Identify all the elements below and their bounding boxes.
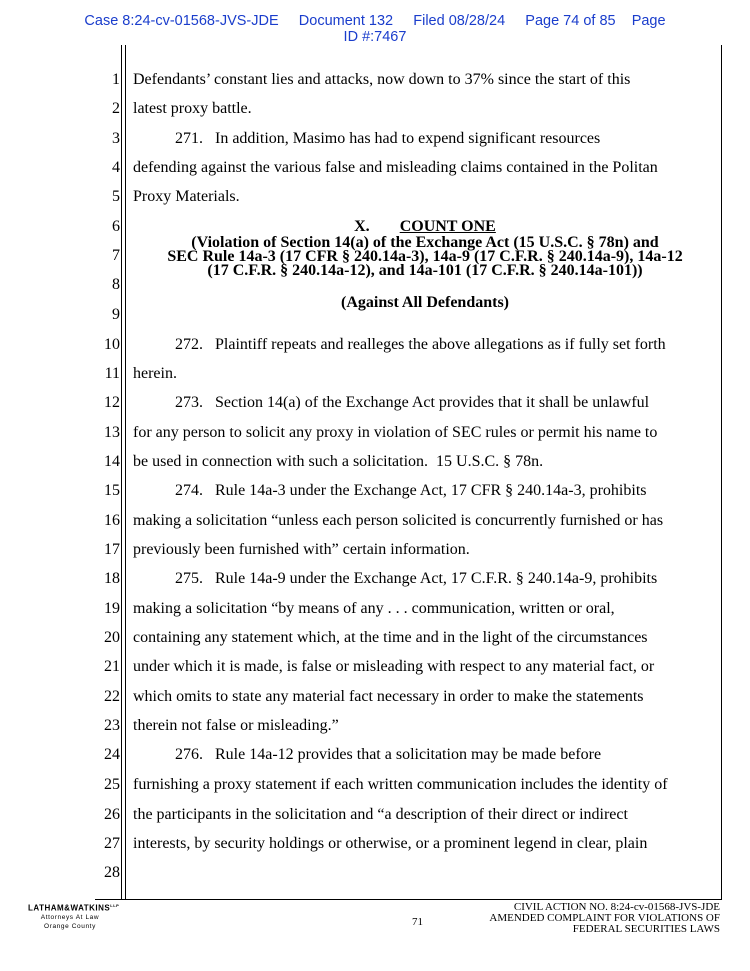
body-line: previously been furnished with” certain information. (133, 541, 470, 558)
body-line: herein. (133, 365, 177, 382)
firm-subtitle: Attorneys At Law (40, 913, 100, 921)
line-number: 9 (112, 306, 120, 323)
section-number: X. (354, 218, 370, 235)
line-number: 4 (112, 159, 120, 176)
line-number: 23 (104, 717, 120, 734)
ecf-header (0, 13, 750, 45)
body-line: Defendants’ constant lies and attacks, now down to 37% since the start of this (133, 71, 631, 88)
line-number: 10 (104, 336, 120, 353)
count-subheading (130, 236, 720, 278)
line-number: 21 (104, 658, 120, 675)
margin-rule-left-inner (125, 45, 126, 899)
page-number: 71 (412, 916, 423, 928)
line-number: 15 (104, 482, 120, 499)
margin-rule-right (721, 45, 722, 899)
firm-logo (28, 903, 120, 931)
line-number: 28 (104, 864, 120, 881)
body-line: interests, by security holdings or otherwise, or a prominent legend in clear, plain (133, 835, 648, 852)
line-number: 22 (104, 688, 120, 705)
body-line: be used in connection with such a solicitation. 15 U.S.C. § 78n. (133, 453, 544, 470)
line-number: 27 (104, 835, 120, 852)
paragraph-271-start: 271. In addition, Masimo has had to expend significant resources (175, 130, 601, 147)
line-number: 12 (104, 394, 120, 411)
body-line: therein not false or misleading.” (133, 717, 339, 734)
caption-line: FEDERAL SECURITIES LAWS (572, 923, 720, 935)
count-subheading-line: (17 C.F.R. § 240.14a-12), and 14a-101 (17 C.F.R. § 240.14a-101)) (207, 262, 643, 279)
line-number: 3 (112, 130, 120, 147)
line-number: 16 (104, 512, 120, 529)
paragraph-276-start: 276. Rule 14a-12 provides that a solicitation may be made before (175, 746, 602, 763)
body-line: the participants in the solicitation and “a description of their direct or indirect (133, 806, 628, 823)
line-number: 11 (104, 365, 120, 382)
against-defendants-heading: (Against All Defendants) (340, 294, 509, 311)
line-number: 18 (104, 570, 120, 587)
line-number: 5 (112, 188, 120, 205)
count-subheading-line: (Violation of Section 14(a) of the Exchange Act (15 U.S.C. § 78n) and (191, 234, 659, 251)
body-line: defending against the various false and misleading claims contained in the Politan (133, 159, 658, 176)
ecf-header-line1: Case 8:24-cv-01568-JVS-JDE Document 132 Filed 08/28/24 Page 74 of 85 Page (84, 13, 666, 29)
paragraph-273-start: 273. Section 14(a) of the Exchange Act provides that it shall be unlawful (175, 394, 650, 411)
footer-rule (95, 899, 722, 900)
body-line: Proxy Materials. (133, 188, 240, 205)
paragraph-275-start: 275. Rule 14a-9 under the Exchange Act, 17 C.F.R. § 240.14a-9, prohibits (175, 570, 658, 587)
case-caption (489, 902, 720, 935)
firm-location: Orange County (44, 922, 96, 930)
line-number: 1 (112, 71, 120, 88)
firm-mark: LLP (110, 903, 120, 908)
body-line: furnishing a proxy statement if each written communication includes the identity of (133, 776, 668, 793)
caption-line: AMENDED COMPLAINT FOR VIOLATIONS OF (489, 912, 720, 924)
paragraph-272-start: 272. Plaintiff repeats and realleges the above allegations as if fully set forth (175, 336, 666, 353)
body-line: for any person to solicit any proxy in violation of SEC rules or permit his name to (133, 424, 658, 441)
line-number: 6 (112, 218, 120, 235)
line-number: 14 (104, 453, 120, 470)
line-number: 25 (104, 776, 120, 793)
body-line: which omits to state any material fact necessary in order to make the statements (133, 688, 644, 705)
count-subheading-line: SEC Rule 14a-3 (17 CFR § 240.14a-3), 14a-9 (17 C.F.R. § 240.14a-9), 14a-12 (167, 248, 683, 265)
caption-line: CIVIL ACTION NO. 8:24-cv-01568-JVS-JDE (513, 901, 720, 913)
line-number: 8 (112, 276, 120, 293)
firm-name: LATHAM&WATKINS (28, 903, 111, 913)
body-line: making a solicitation “by means of any . . . communication, written or oral, (133, 600, 615, 617)
line-number: 7 (112, 247, 120, 264)
line-number: 26 (104, 806, 120, 823)
body-line: making a solicitation “unless each person solicited is concurrently furnished or has (133, 512, 664, 529)
line-number: 24 (104, 746, 120, 763)
line-number: 13 (104, 424, 120, 441)
line-number: 19 (104, 600, 120, 617)
margin-rule-left (121, 45, 122, 899)
paragraph-274-start: 274. Rule 14a-3 under the Exchange Act, 17 CFR § 240.14a-3, prohibits (175, 482, 647, 499)
body-line: under which it is made, is false or misleading with respect to any material fact, or (133, 658, 655, 675)
ecf-header-line2: ID #:7467 (343, 29, 407, 45)
line-number: 2 (112, 100, 120, 117)
body-line: containing any statement which, at the time and in the light of the circumstances (133, 629, 648, 646)
count-title: COUNT ONE (399, 218, 496, 235)
line-number: 17 (104, 541, 120, 558)
body-line: latest proxy battle. (133, 100, 252, 117)
line-number: 20 (104, 629, 120, 646)
